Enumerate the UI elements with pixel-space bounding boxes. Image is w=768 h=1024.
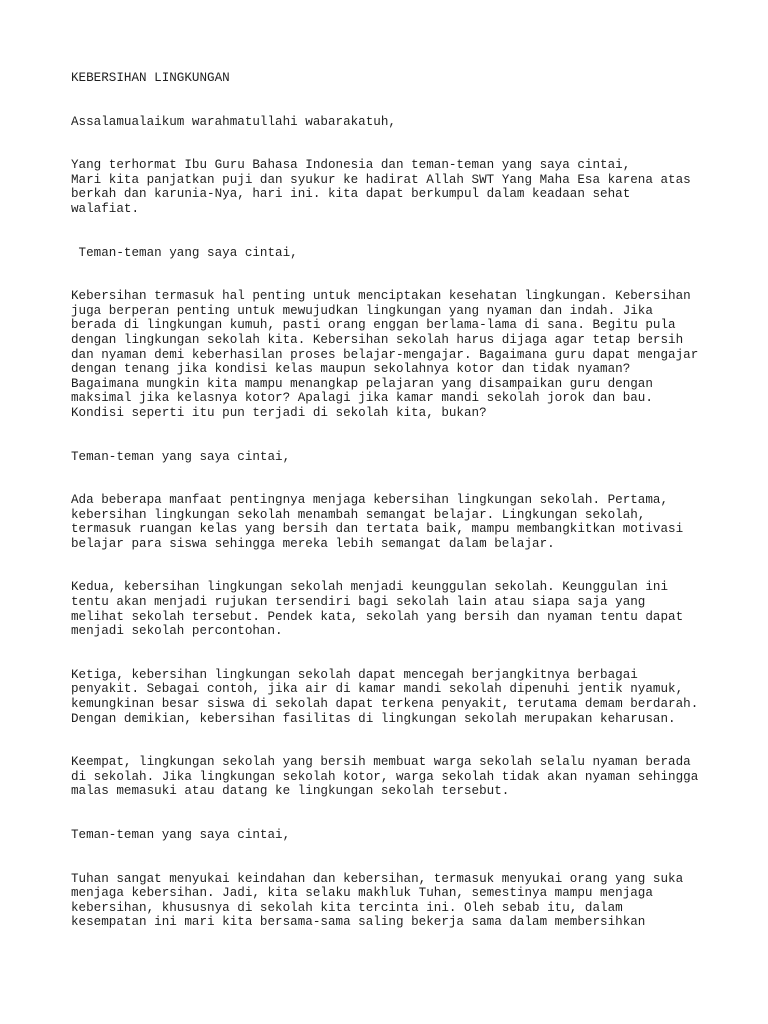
paragraph-line: berkah dan karunia-Nya, hari ini. kita dapat berkumpul dalam keadaan sehat	[71, 187, 631, 202]
paragraph-line: dan nyaman demi keberhasilan proses belajar-mengajar. Bagaimana guru dapat mengajar	[71, 347, 699, 362]
paragraph-line: kebersihan, khususnya di sekolah kita tercinta ini. Oleh sebab itu, dalam	[71, 900, 623, 915]
paragraph-line: Bagaimana mungkin kita mampu menangkap pelajaran yang disampaikan guru dengan	[71, 376, 653, 391]
paragraph-line: Teman-teman yang saya cintai,	[71, 828, 291, 842]
paragraph-line: malas memasuki atau datang ke lingkungan sekolah tersebut.	[71, 784, 510, 799]
paragraph-line: melihat sekolah tersebut. Pendek kata, sekolah yang bersih dan nyaman tentu dapat	[71, 609, 684, 624]
paragraph-line: Kedua, kebersihan lingkungan sekolah menjadi keunggulan sekolah. Keunggulan ini	[71, 580, 669, 595]
paragraph-line: belajar para siswa sehingga mereka lebih semangat dalam belajar.	[71, 536, 555, 551]
paragraph-line: dengan lingkungan sekolah kita. Kebersihan sekolah harus dijaga agar tetap bersih	[71, 332, 684, 347]
paragraph-line: di sekolah. Jika lingkungan sekolah kotor, warga sekolah tidak akan nyaman sehingga	[71, 769, 699, 784]
paragraph-line: menjaga kebersihan. Jadi, kita selaku makhluk Tuhan, semestinya mampu menjaga	[71, 886, 653, 901]
paragraph-line: Dengan demikian, kebersihan fasilitas di lingkungan sekolah merupakan keharusan.	[71, 711, 676, 726]
paragraph-line: kemungkinan besar siswa di sekolah dapat terkena penyakit, terutama demam berdarah.	[71, 697, 699, 712]
paragraph-line: maksimal jika kelasnya kotor? Apalagi jika kamar mandi sekolah jorok dan bau.	[71, 391, 653, 406]
paragraph-line: Kondisi seperti itu pun terjadi di sekolah kita, bukan?	[71, 405, 487, 420]
paragraph-line: kebersihan lingkungan sekolah menambah semangat belajar. Lingkungan sekolah,	[71, 507, 646, 522]
paragraph-line: Teman-teman yang saya cintai,	[71, 449, 291, 464]
paragraph-line: Ketiga, kebersihan lingkungan sekolah dapat mencegah berjangkitnya berbagai	[71, 667, 638, 682]
paragraph	[71, 755, 731, 799]
document-title: KEBERSIHAN LINGKUNGAN	[71, 71, 230, 85]
paragraph-line: Teman-teman yang saya cintai,	[71, 245, 298, 260]
paragraph	[71, 493, 731, 551]
paragraph-line: penyakit. Sebagai contoh, jika air di kamar mandi sekolah dipenuhi jentik nyamuk,	[71, 682, 684, 697]
paragraph-line: kesempatan ini mari kita bersama-sama saling bekerja sama dalam membersihkan	[71, 915, 646, 930]
document-body	[71, 71, 731, 959]
paragraph	[71, 828, 731, 843]
paragraph-line: juga berperan penting untuk mewujudkan lingkungan yang nyaman dan indah. Jika	[71, 303, 653, 318]
paragraph	[71, 289, 731, 420]
paragraph	[71, 668, 731, 726]
paragraph-line: walafiat.	[71, 201, 140, 216]
paragraph	[71, 450, 731, 465]
paragraph-line: Yang terhormat Ibu Guru Bahasa Indonesia dan teman-teman yang saya cintai,	[71, 158, 631, 173]
paragraph-line: Kebersihan termasuk hal penting untuk menciptakan kesehatan lingkungan. Kebersihan	[71, 289, 691, 304]
paragraph	[71, 246, 731, 261]
paragraph-line: menjadi sekolah percontohan.	[71, 624, 283, 639]
paragraph-line: tentu akan menjadi rujukan tersendiri bagi sekolah lain atau siapa saja yang	[71, 595, 646, 610]
paragraph	[71, 158, 731, 216]
paragraph-line: dengan tenang jika kondisi kelas maupun sekolahnya kotor dan tidak nyaman?	[71, 362, 631, 377]
paragraph-line: Ada beberapa manfaat pentingnya menjaga kebersihan lingkungan sekolah. Pertama,	[71, 493, 669, 508]
paragraph-container	[71, 158, 731, 930]
greeting-line: Assalamualaikum warahmatullahi wabarakatuh,	[71, 114, 396, 129]
paragraph-line: Mari kita panjatkan puji dan syukur ke hadirat Allah SWT Yang Maha Esa karena atas	[71, 172, 691, 187]
paragraph	[71, 872, 731, 930]
paragraph	[71, 580, 731, 638]
paragraph-line: berada di lingkungan kumuh, pasti orang enggan berlama-lama di sana. Begitu pula	[71, 318, 676, 333]
paragraph-line: Keempat, lingkungan sekolah yang bersih membuat warga sekolah selalu nyaman berada	[71, 755, 691, 770]
paragraph-line: termasuk ruangan kelas yang bersih dan tertata baik, mampu membangkitkan motivasi	[71, 522, 684, 537]
paragraph-line: Tuhan sangat menyukai keindahan dan kebersihan, termasuk menyukai orang yang suka	[71, 871, 684, 886]
